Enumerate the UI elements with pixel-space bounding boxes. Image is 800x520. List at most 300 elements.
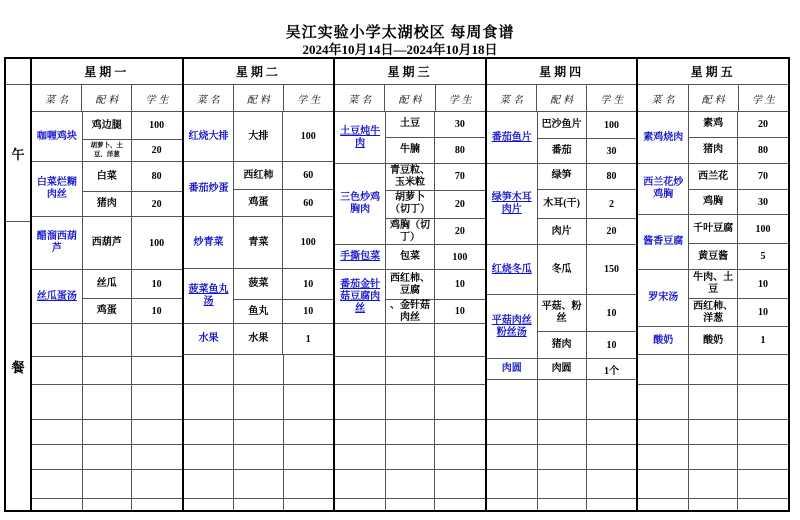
ingredient-name: 猪肉 [83,192,132,216]
empty-cell [234,445,283,469]
empty-cell [132,499,182,510]
ingredient-name: 西红柿 [234,162,283,189]
empty-row [32,357,182,385]
dish-row [32,112,182,162]
empty-cell [738,445,788,469]
empty-cell [284,470,334,498]
ingredient-name: 木耳(干) [538,190,587,219]
dish-name-text: 酱香豆腐 [643,236,684,247]
ingredient-name: 肉片 [538,219,587,244]
empty-row [487,445,637,470]
dish-name-text: 咖喱鸡块 [36,130,77,142]
empty-cell [234,420,283,444]
ingredient-name: 鸡蛋 [83,299,132,323]
ingredient-name: 、金针菇肉丝 [386,300,435,323]
day-header-thursday: 星期四 [487,59,637,85]
empty-cell [234,385,283,419]
empty-cell [83,499,132,510]
subheader-student: 学生 [297,94,324,106]
ingredient-qty: 60 [303,197,314,209]
day-column-thursday [487,59,639,510]
empty-row [335,324,485,357]
dish-row [32,270,182,324]
ingredient-qty: 5 [760,251,766,263]
ingredient-qty: 70 [454,171,465,183]
empty-cell [435,470,485,498]
empty-cell [335,445,386,469]
empty-row [638,420,788,445]
empty-cell [386,499,435,510]
dish-name-text: 平菇肉丝粉丝汤 [491,314,532,338]
empty-cell [335,420,386,444]
ingredient-name: 丝瓜 [83,270,132,298]
ingredient-qty: 20 [151,145,162,157]
empty-cell [738,355,788,384]
day-column-friday [638,59,788,510]
dish-name-text: 炒青菜 [193,236,224,248]
dish-row [335,164,485,245]
empty-cell [435,385,485,419]
ingredient-name: 胡萝卜（切丁） [386,191,435,219]
empty-row [487,499,637,510]
empty-row [335,499,485,510]
empty-row [184,385,334,420]
empty-cell [738,385,788,419]
ingredient-name: 青菜 [234,217,283,268]
empty-cell [538,499,587,510]
empty-row [184,470,334,499]
ingredient-qty: 30 [454,118,465,130]
meal-label-lunch-bottom: 餐 [11,359,25,375]
ingredient-name: 鸡边腿 [83,112,132,139]
ingredient-qty: 20 [454,226,465,238]
dish-name [487,112,538,163]
empty-cell [386,385,435,419]
empty-row [638,499,788,510]
empty-cell [587,499,637,510]
ingredient-name: 西兰花 [689,164,738,189]
ingredient-name: 青豆粒、玉米粒 [386,164,435,190]
empty-cell [638,420,689,444]
empty-cell [487,470,538,498]
dish-name [32,270,83,323]
empty-cell [132,445,182,469]
ingredient-qty: 20 [151,198,162,210]
dish-row [638,164,788,215]
empty-cell [32,357,83,384]
ingredient-qty: 100 [149,237,165,249]
empty-cell [487,445,538,469]
ingredient-name: 番茄 [538,139,587,163]
empty-cell [487,420,538,444]
empty-cell [335,324,386,356]
dish-name [638,327,689,354]
ingredient-name: 鸡胸（切丁） [386,219,435,244]
dish-row [335,245,485,270]
subheader-row [638,85,788,112]
dish-name-text: 丝瓜蛋汤 [36,290,77,302]
subheader-ingredient: 配料 [537,85,587,111]
ingredient-name: 包菜 [386,245,435,269]
dish-name-text: 水果 [198,333,219,344]
empty-cell [738,499,788,510]
empty-cell [284,355,334,384]
dish-name [638,270,689,326]
date-range: 2024年10月14日—2024年10月18日 [302,42,498,57]
dish-name-text: 菠菜鱼丸汤 [188,284,229,307]
ingredient-name: 土豆 [386,112,435,137]
empty-cell [32,470,83,498]
day-header-friday: 星期五 [638,59,788,85]
empty-cell [638,355,689,384]
dish-row [638,327,788,355]
empty-cell [689,445,738,469]
empty-row [184,420,334,445]
ingredient-qty: 100 [300,237,316,248]
empty-cell [184,385,235,419]
ingredient-name: 鸡蛋 [234,190,283,216]
dish-name [184,269,235,323]
empty-row [184,355,334,385]
empty-cell [738,470,788,498]
dish-row [487,164,637,245]
ingredient-name: 巴沙鱼片 [538,112,587,138]
empty-cell [335,499,386,510]
dish-row [184,162,334,217]
ingredient-name: 冬瓜 [538,245,587,294]
empty-row [335,357,485,385]
dish-name [487,164,538,244]
dish-name-text: 罗宋汤 [648,292,679,303]
day-column-wednesday [335,59,487,510]
empty-cell [738,420,788,444]
ingredient-name: 水果 [234,324,283,354]
empty-row [335,470,485,499]
ingredient-qty: 10 [758,307,769,319]
subheader-student: 学生 [145,94,172,106]
empty-row [32,445,182,470]
empty-row [335,445,485,470]
dish-name-text: 红烧大排 [188,130,229,142]
ingredient-name: 鸡胸 [689,190,738,214]
ingredient-name: 猪肉 [538,332,587,358]
dish-row [487,245,637,295]
ingredient-qty: 1个 [603,365,619,377]
subheader-row [184,85,334,112]
dish-name-text: 土豆炖牛肉 [340,125,381,149]
ingredient-name: 牛肉、土豆 [689,270,738,298]
ingredient-qty: 100 [603,119,619,131]
empty-cell [32,445,83,469]
ingredient-qty: 10 [454,306,465,317]
dish-row [184,269,334,324]
empty-cell [83,357,132,384]
dish-name [32,162,83,216]
ingredient-qty: 20 [758,118,769,130]
empty-cell [638,445,689,469]
dish-name [335,112,386,163]
empty-row [638,470,788,499]
empty-cell [689,355,738,384]
dish-name [487,245,538,294]
ingredient-qty: 20 [454,198,465,210]
empty-row [32,499,182,510]
dish-name-text: 三色炒鸡胸肉 [340,192,381,215]
ingredient-name: 黄豆酱 [689,244,738,269]
empty-row [638,445,788,470]
dish-name [638,112,689,163]
subheader-dish: 菜名 [487,85,537,111]
dish-row [487,295,637,359]
dish-name-text: 番茄金针菇豆腐肉丝 [340,278,381,314]
ingredient-qty: 10 [758,278,769,290]
ingredient-qty: 60 [303,170,314,182]
ingredient-qty: 100 [755,223,771,235]
empty-cell [184,470,235,498]
dish-name [32,112,83,161]
day-header-tuesday: 星期二 [184,59,334,85]
empty-cell [435,324,485,356]
empty-cell [234,355,283,384]
ingredient-name: 西红柿、豆腐 [386,270,435,299]
ingredient-name: 白菜 [83,162,132,191]
dish-row [184,324,334,355]
empty-cell [184,445,235,469]
empty-cell [689,385,738,419]
ingredient-name: 大排 [234,112,283,161]
ingredient-qty: 2 [608,198,614,210]
empty-cell [689,470,738,498]
dish-row [487,359,637,380]
empty-cell [638,385,689,419]
subheader-dish: 菜名 [184,85,234,111]
dish-name [335,245,386,269]
dish-name-text: 番茄鱼片 [491,131,532,143]
ingredient-qty: 20 [606,226,617,238]
ingredient-qty: 10 [151,305,162,317]
empty-cell [284,445,334,469]
ingredient-qty: 30 [606,145,617,157]
dish-name-text: 酸奶 [653,334,674,346]
empty-cell [538,420,587,444]
empty-cell [32,499,83,510]
empty-row [32,324,182,357]
dish-name [184,112,235,161]
dish-name [335,270,386,323]
empty-cell [132,420,182,444]
empty-cell [83,470,132,498]
dish-name-text: 红烧冬瓜 [491,263,532,275]
subheader-dish: 菜名 [638,85,688,111]
dish-row [638,215,788,270]
ingredient-name: 牛腩 [386,138,435,163]
empty-cell [234,470,283,498]
subheader-ingredient: 配料 [82,85,132,111]
dish-row [335,112,485,164]
ingredient-name: 绿笋 [538,164,587,189]
empty-cell [435,445,485,469]
empty-cell [184,499,235,510]
empty-cell [132,470,182,498]
page-title: 吴江实验小学太湖校区 每周食谱 [285,25,515,41]
ingredient-name: 肉圆 [538,359,587,379]
empty-row [32,470,182,499]
empty-cell [487,499,538,510]
dish-name [638,215,689,269]
empty-cell [184,420,235,444]
subheader-dish: 菜名 [32,85,82,111]
empty-cell [184,355,235,384]
dish-name-text: 番茄炒蛋 [188,183,229,194]
day-column-tuesday [184,59,336,510]
ingredient-qty: 80 [606,170,617,182]
empty-cell [638,499,689,510]
ingredient-name: 素鸡 [689,112,738,137]
empty-cell [386,470,435,498]
dish-name-text: 素鸡烧肉 [643,131,684,143]
ingredient-qty: 10 [454,279,465,290]
dish-name [184,217,235,268]
dish-name [32,217,83,269]
empty-cell [284,499,334,510]
ingredient-name: 西红柿、洋葱 [689,299,738,326]
ingredient-name: 菠菜 [234,269,283,299]
empty-row [335,385,485,420]
dish-row [335,270,485,324]
subheader-student: 学生 [448,94,475,106]
subheader-student: 学生 [600,94,627,106]
empty-cell [587,380,637,419]
day-header-wednesday: 星期三 [335,59,485,85]
empty-cell [689,420,738,444]
empty-cell [435,357,485,384]
empty-row [638,385,788,420]
dish-row [638,270,788,327]
empty-cell [386,445,435,469]
meal-label-column [6,59,32,510]
empty-cell [132,324,182,356]
empty-row [184,445,334,470]
empty-cell [335,385,386,419]
subheader-student: 学生 [751,94,778,106]
ingredient-qty: 1 [760,335,766,346]
dish-name [487,295,538,358]
empty-row [32,420,182,445]
subheader-row [487,85,637,112]
ingredient-qty: 10 [151,278,162,290]
empty-cell [538,380,587,419]
empty-cell [487,380,538,419]
empty-row [335,420,485,445]
dish-name-text: 肉圆 [501,363,522,374]
dish-row [487,112,637,164]
empty-cell [538,445,587,469]
meal-label-lunch-top: 午 [6,85,30,222]
ingredient-qty: 10 [606,307,617,319]
ingredient-name: 鱼丸 [234,300,283,323]
empty-cell [689,499,738,510]
day-header-monday: 星期一 [32,59,182,85]
meal-label-spacer-cell [6,59,30,85]
empty-cell [32,420,83,444]
empty-cell [386,357,435,384]
dish-row [184,112,334,162]
empty-cell [83,385,132,419]
ingredient-name: 西葫芦 [83,217,132,269]
empty-row [184,499,334,510]
ingredient-qty: 80 [454,144,465,156]
empty-cell [587,420,637,444]
subheader-row [32,85,182,112]
empty-cell [83,324,132,356]
ingredient-name: 酸奶 [689,327,738,354]
empty-row [638,355,788,385]
ingredient-qty: 150 [603,264,619,275]
dish-name [184,324,235,354]
dish-name [184,162,235,216]
dish-row [32,217,182,270]
empty-cell [83,420,132,444]
dish-row [638,112,788,164]
dish-row [184,217,334,269]
ingredient-name: 平菇、粉丝 [538,295,587,331]
ingredient-qty: 100 [300,131,316,142]
subheader-ingredient: 配料 [385,85,435,111]
empty-cell [587,470,637,498]
ingredient-qty: 10 [303,306,314,318]
dish-name-text: 绿笋木耳肉片 [491,192,532,215]
ingredient-qty: 10 [303,278,314,290]
ingredient-qty: 70 [758,171,769,183]
ingredient-qty: 100 [452,251,468,263]
empty-row [487,380,637,420]
dish-name-text: 白菜烂糊肉丝 [36,177,77,200]
empty-cell [132,385,182,419]
empty-cell [435,499,485,510]
ingredient-qty: 80 [758,144,769,156]
empty-row [487,470,637,499]
subheader-dish: 菜名 [335,85,385,111]
empty-cell [638,470,689,498]
empty-cell [284,420,334,444]
ingredient-qty: 30 [758,196,769,208]
ingredient-name: 千叶豆腐 [689,215,738,243]
empty-cell [32,324,83,356]
dish-row [32,162,182,217]
subheader-row [335,85,485,112]
dish-name-text: 醋溜西葫芦 [36,231,77,254]
empty-cell [335,357,386,384]
empty-cell [386,420,435,444]
empty-cell [386,324,435,356]
empty-cell [234,499,283,510]
ingredient-qty: 100 [149,120,165,132]
dish-name-text: 手撕包菜 [340,251,381,262]
empty-cell [32,385,83,419]
empty-cell [284,385,334,419]
day-column-monday [32,59,184,510]
empty-row [487,420,637,445]
empty-cell [587,445,637,469]
ingredient-qty: 1 [305,333,311,345]
dish-name-text: 西兰花炒鸡胸 [643,177,684,200]
ingredient-qty: 10 [606,339,617,351]
ingredient-name: 胡萝卜、土豆、洋葱 [83,140,132,161]
ingredient-name: 猪肉 [689,138,738,163]
empty-cell [83,445,132,469]
dish-name [335,164,386,244]
menu-table [4,57,790,512]
